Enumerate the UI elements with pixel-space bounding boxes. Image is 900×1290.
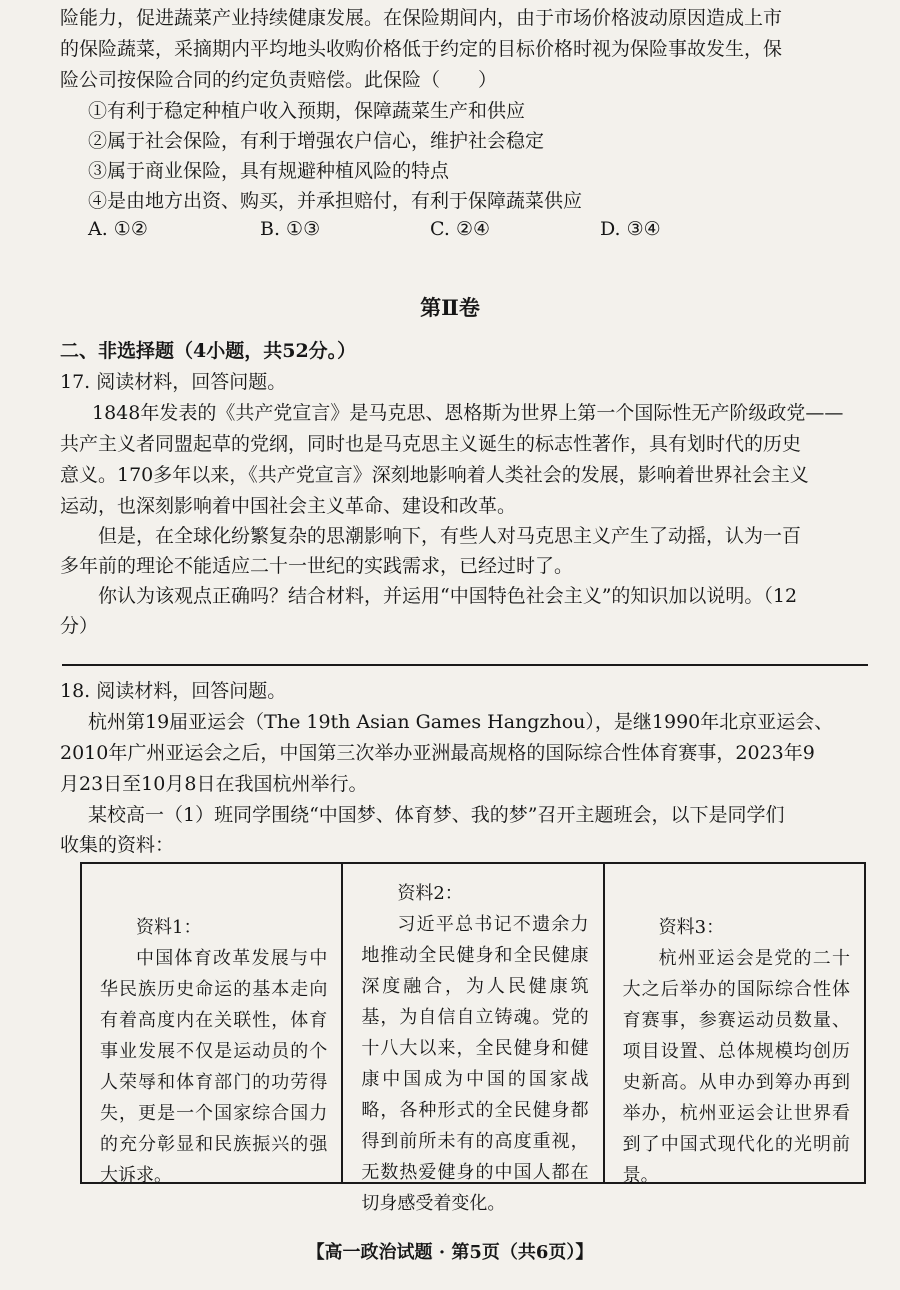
option-c: C. ②④ [430, 218, 491, 240]
q17-paragraph-line: 运动，也深刻影响着中国社会主义革命、建设和改革。 [60, 495, 517, 517]
q17-paragraph-line: 意义。170多年以来，《共产党宣言》深刻地影响着人类社会的发展，影响着世界社会主义 [60, 464, 809, 486]
option-d: D. ③④ [600, 218, 661, 240]
section-subtitle: 二、非选择题（4小题，共52分。） [60, 340, 357, 362]
section-title: 第Ⅱ卷 [420, 295, 480, 320]
q16-statement-3: ③属于商业保险，具有规避种植风险的特点 [88, 160, 450, 182]
q18-heading: 18. 阅读材料，回答问题。 [60, 680, 287, 702]
material-title: 资料1： [136, 917, 202, 938]
material-cell-2 [343, 864, 604, 1214]
q17-heading: 17. 阅读材料，回答问题。 [60, 371, 287, 393]
q16-statement-1: ①有利于稳定种植户收入预期，保障蔬菜生产和供应 [88, 100, 526, 122]
q17-question: 你认为该观点正确吗？结合材料，并运用“中国特色社会主义”的知识加以说明。（12 [98, 585, 798, 607]
material-title: 资料3： [658, 917, 725, 938]
materials-table [80, 862, 866, 1214]
material-cell-1 [82, 864, 343, 1186]
q18-paragraph-line: 杭州第19届亚运会（The 19th Asian Games Hangzhou），是继1990年北京亚运会、 [88, 711, 834, 733]
q17-paragraph-line: 共产主义者同盟起草的党纲，同时也是马克思主义诞生的标志性著作，具有划时代的历史 [60, 433, 802, 455]
material-body: 习近平总书记不遗余力地推动全民健身和全民健康深度融合，为人民健康筑基，为自信自立铸魂。党的十八大以来，全民健身和健康中国成为中国的国家战略，各种形式的全民健身都得到前所未有的高度重视，无数热爱健身的中国人都在切身感受着变化。 [361, 914, 589, 1214]
q18-paragraph-line: 某校高一（1）班同学围绕“中国梦、体育梦、我的梦”召开主题班会，以下是同学们 [88, 804, 785, 826]
material-body: 杭州亚运会是党的二十大之后举办的国际综合性体育赛事，参赛运动员数量、项目设置、总体规模均创历史新高。从申办到筹办再到举办，杭州亚运会让世界看到了中国式现代化的光明前景。 [622, 948, 850, 1186]
q17-paragraph-line: 1848年发表的《共产党宣言》是马克思、恩格斯为世界上第一个国际性无产阶级政党—— [92, 402, 844, 424]
q16-statement-4: ④是由地方出资、购买，并承担赔付，有利于保障蔬菜供应 [88, 190, 583, 212]
material-title: 资料2： [397, 883, 463, 904]
option-b: B. ①③ [260, 218, 321, 240]
q16-text-line: 险公司按保险合同的约定负责赔偿。此保险（ ） [60, 69, 498, 91]
option-a: A. ①② [88, 218, 148, 240]
page-footer: 【高一政治试题 · 第5页（共6页）】 [306, 1242, 594, 1263]
q18-paragraph-line: 收集的资料： [60, 834, 175, 856]
q18-paragraph-line: 2010年广州亚运会之后，中国第三次举办亚洲最高规格的国际综合性体育赛事，2023年9 [60, 742, 815, 764]
answer-line [62, 664, 868, 666]
q16-text-line: 险能力，促进蔬菜产业持续健康发展。在保险期间内，由于市场价格波动原因造成上市 [60, 7, 783, 29]
material-cell-3 [605, 864, 864, 1186]
q16-statement-2: ②属于社会保险，有利于增强农户信心，维护社会稳定 [88, 130, 545, 152]
q16-text-line: 的保险蔬菜，采摘期内平均地头收购价格低于约定的目标价格时视为保险事故发生，保 [60, 38, 783, 60]
q17-paragraph-line: 多年前的理论不能适应二十一世纪的实践需求，已经过时了。 [60, 555, 574, 577]
q17-question-points: 分） [60, 615, 99, 637]
q17-paragraph-line: 但是，在全球化纷繁复杂的思潮影响下，有些人对马克思主义产生了动摇，认为一百 [98, 525, 802, 547]
material-body: 中国体育改革发展与中华民族历史命运的基本走向有着高度内在关联性，体育事业发展不仅是运动员的个人荣辱和体育部门的功劳得失，更是一个国家综合国力的充分彰显和民族振兴的强大诉求。 [100, 948, 328, 1186]
q18-paragraph-line: 月23日至10月8日在我国杭州举行。 [60, 773, 368, 795]
q16-options [88, 218, 788, 246]
